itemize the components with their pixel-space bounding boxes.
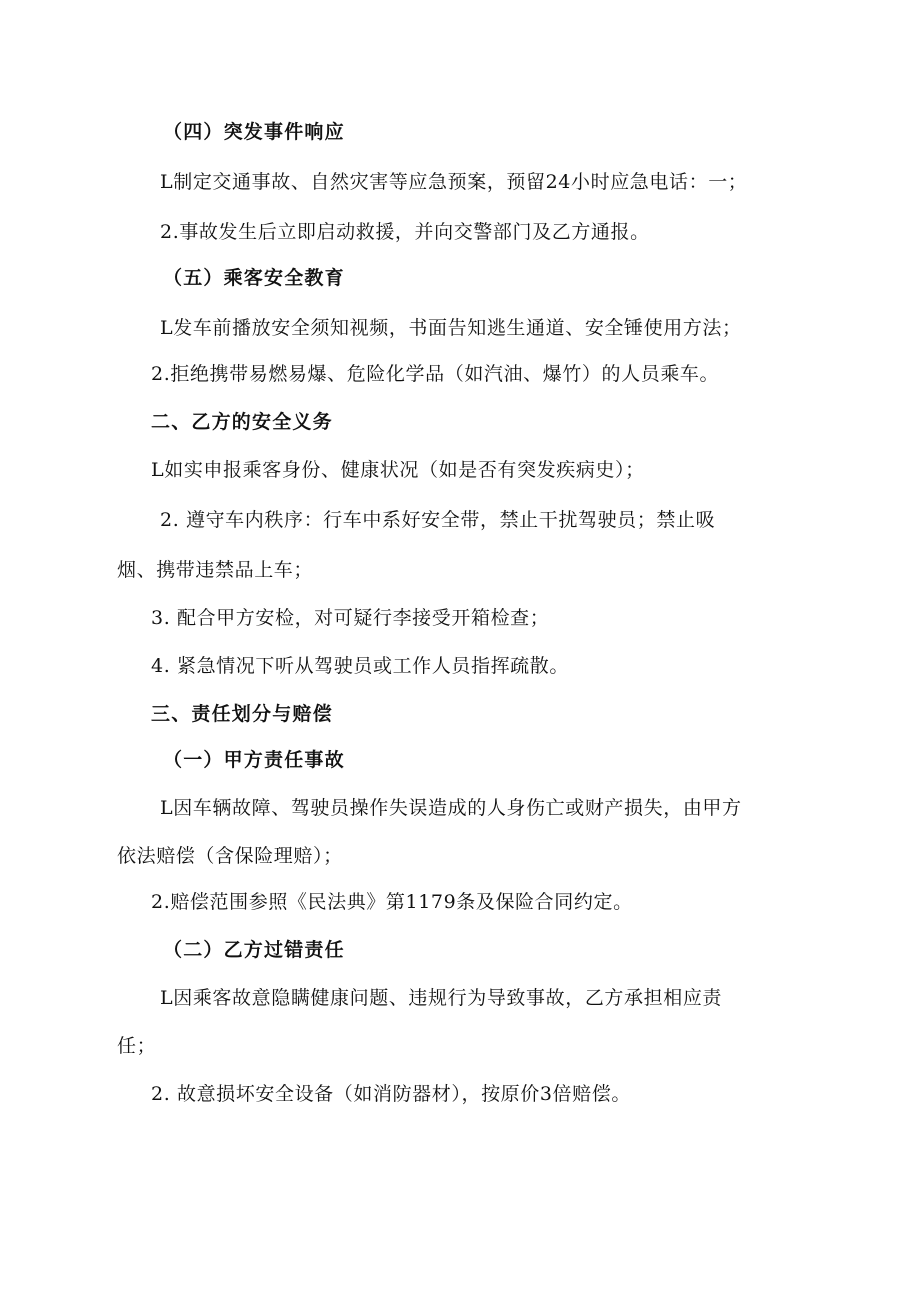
paragraph-line-continuation: 依法赔偿（含保险理赔）； <box>117 845 343 867</box>
paragraph-line: 3. 配合甲方安检，对可疑行李接受开箱检查； <box>151 607 550 629</box>
section-heading-emergency-response: （四）突发事件响应 <box>163 121 345 143</box>
paragraph-line: 2.赔偿范围参照《民法典》第1179条及保险合同约定。 <box>151 891 633 913</box>
section-heading-party-a-liability: （一）甲方责任事故 <box>163 749 345 771</box>
paragraph-line: 4. 紧急情况下听从驾驶员或工作人员指挥疏散。 <box>151 655 569 677</box>
paragraph-line: L发车前播放安全须知视频，书面告知逃生通道、安全锤使用方法； <box>160 317 742 339</box>
section-heading-passenger-education: （五）乘客安全教育 <box>163 267 345 289</box>
section-heading-party-b-obligations: 二、乙方的安全义务 <box>151 411 333 433</box>
paragraph-line: 2.事故发生后立即启动救援，并向交警部门及乙方通报。 <box>160 221 650 243</box>
paragraph-line: 2. 故意损坏安全设备（如消防器材），按原价3倍赔偿。 <box>151 1083 631 1105</box>
section-heading-party-b-fault: （二）乙方过错责任 <box>163 939 345 961</box>
paragraph-line-continuation: 烟、携带违禁品上车； <box>117 559 314 581</box>
paragraph-line: 2.拒绝携带易燃易爆、危险化学品（如汽油、爆竹）的人员乘车。 <box>151 363 720 385</box>
paragraph-line: 2. 遵守车内秩序：行车中系好安全带，禁止干扰驾驶员；禁止吸 <box>160 509 716 531</box>
paragraph-line-continuation: 任； <box>117 1035 157 1057</box>
paragraph-line: L制定交通事故、自然灾害等应急预案，预留24小时应急电话：一； <box>160 171 748 193</box>
paragraph-line: L如实申报乘客身份、健康状况（如是否有突发疾病史）； <box>151 459 645 481</box>
paragraph-line: L因乘客故意隐瞒健康问题、违规行为导致事故，乙方承担相应责 <box>160 987 723 1009</box>
section-heading-liability: 三、责任划分与赔偿 <box>151 703 333 725</box>
paragraph-line: L因车辆故障、驾驶员操作失误造成的人身伤亡或财产损失，由甲方 <box>160 797 742 819</box>
